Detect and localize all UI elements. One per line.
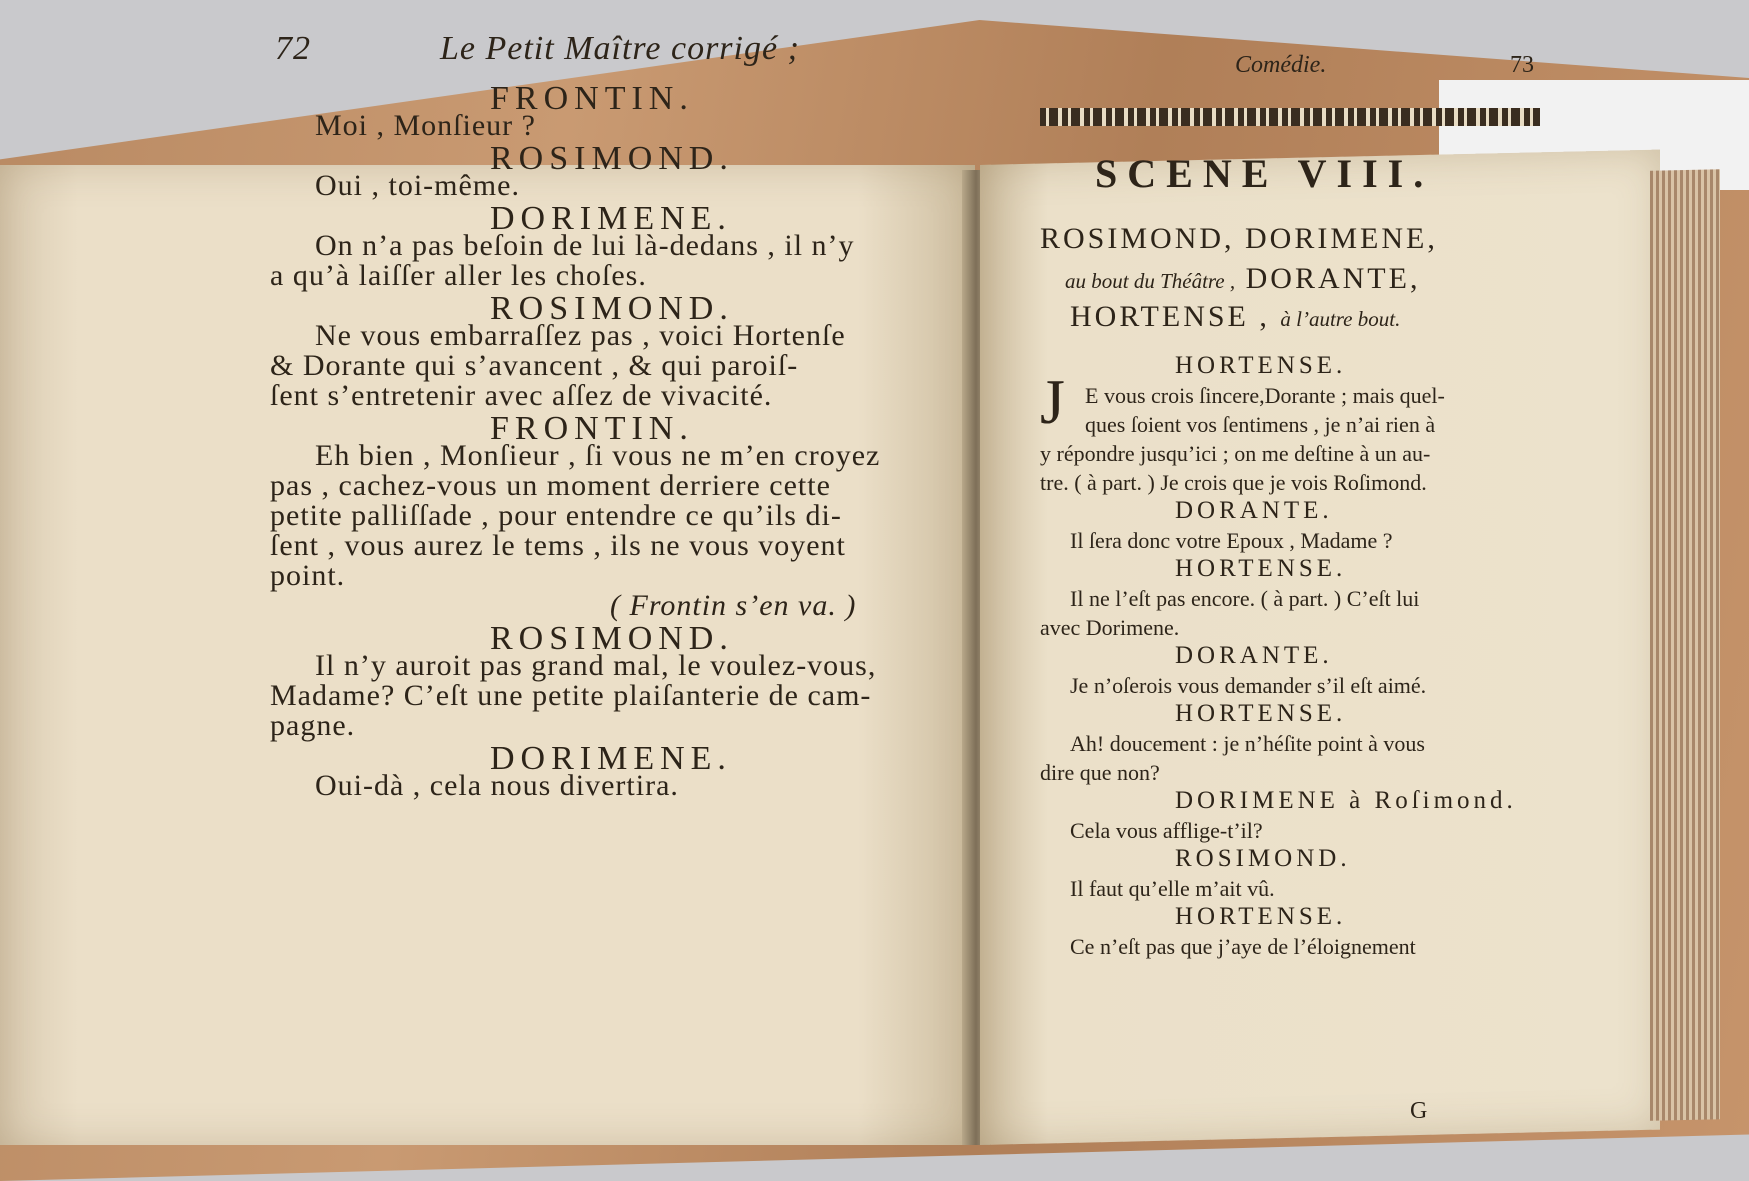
right-speaker: HORTENSE. [1175,555,1347,582]
left-line: a qu’à laiſſer aller les choſes. [270,259,647,292]
left-line: Madame? C’eſt une petite plaiſanterie de cam- [270,679,872,712]
right-line: Ah! doucement : je n’héſite point à vous [1070,731,1425,756]
right-speaker: DORANTE. [1175,642,1333,669]
page-edges [1650,169,1720,1121]
left-running-head: Le Petit Maître corrigé ; [440,30,800,67]
signature-mark: G [1410,1098,1428,1124]
cast-line-3 [1070,300,1400,334]
right-line: avec Dorimene. [1040,615,1180,640]
left-line: Oui , toi-même. [315,169,520,202]
right-line: Ce n’eſt pas que j’aye de l’éloignement [1070,934,1416,959]
right-line: E vous crois ſincere,Dorante ; mais quel- [1085,383,1445,408]
cast-stage-2: à l’autre bout. [1280,307,1401,331]
left-line: Il n’y auroit pas grand mal, le voulez-vous, [315,649,877,682]
right-speaker: HORTENSE. [1175,352,1347,379]
right-speaker: DORANTE. [1175,497,1333,524]
scene-title: SCENE VIII. [1095,151,1434,196]
left-line: Moi , Monſieur ? [315,109,536,142]
left-line: Oui-dà , cela nous divertira. [315,769,679,802]
right-line: Il ſera donc votre Epoux , Madame ? [1070,528,1393,553]
right-line: Il faut qu’elle m’ait vû. [1070,876,1275,901]
left-line: Ne vous embarraſſez pas , voici Hortenſe [315,319,846,352]
left-line: & Dorante qui s’avancent , & qui paroiſ- [270,349,799,382]
right-line: tre. ( à part. ) Je crois que je vois Roſimond. [1040,470,1427,495]
left-speaker: ROSIMOND. [490,290,734,327]
cast-stage-1: au bout du Théâtre , [1065,269,1236,293]
left-stage-direction: ( Frontin s’en va. ) [610,589,857,622]
left-line: On n’a pas beſoin de lui là-dedans , il n’y [315,229,855,262]
left-speaker: ROSIMOND. [490,620,734,657]
right-line: Il ne l’eſt pas encore. ( à part. ) C’eſt lui [1070,586,1420,611]
right-line: y répondre jusqu’ici ; on me deſtine à un au- [1040,441,1431,466]
left-speaker: ROSIMOND. [490,140,734,177]
right-line: dire que non? [1040,760,1160,785]
cast-line-2 [1065,262,1420,296]
ornament-band [1040,108,1540,126]
left-line: ſent , vous aurez le tems , ils ne vous voyent [270,529,846,562]
right-speaker: HORTENSE. [1175,903,1347,930]
right-speaker: ROSIMOND. [1175,845,1351,872]
right-page-number: 73 [1510,52,1534,78]
right-line: Cela vous afflige-t’il? [1070,818,1263,843]
left-speaker: DORIMENE. [490,200,732,237]
left-page-number: 72 [275,30,311,67]
left-speaker: FRONTIN. [490,410,694,447]
left-line: point. [270,559,346,592]
right-line: ques ſoient vos ſentimens , je n’ai rien à [1085,412,1436,437]
left-line: pas , cachez-vous un moment derriere cette [270,469,831,502]
left-speaker: FRONTIN. [490,80,694,117]
right-speaker: DORIMENE à Roſimond. [1175,787,1517,814]
right-running-head: Comédie. [1235,52,1327,78]
right-speaker: HORTENSE. [1175,700,1347,727]
left-line: petite palliſſade , pour entendre ce qu’ils di- [270,499,842,532]
left-line: ſent s’entretenir avec aſſez de vivacité. [270,379,773,412]
right-line: Je n’oſerois vous demander s’il eſt aimé. [1070,673,1427,698]
drop-cap: J [1040,366,1065,437]
cast-line-1: ROSIMOND, DORIMENE, [1040,222,1438,255]
left-line: Eh bien , Monſieur , ſi vous ne m’en croyez [315,439,881,472]
cast-dorante: DORANTE, [1245,262,1421,295]
left-speaker: DORIMENE. [490,740,732,777]
left-line: pagne. [270,709,356,742]
cast-hortense: HORTENSE , [1070,300,1270,333]
